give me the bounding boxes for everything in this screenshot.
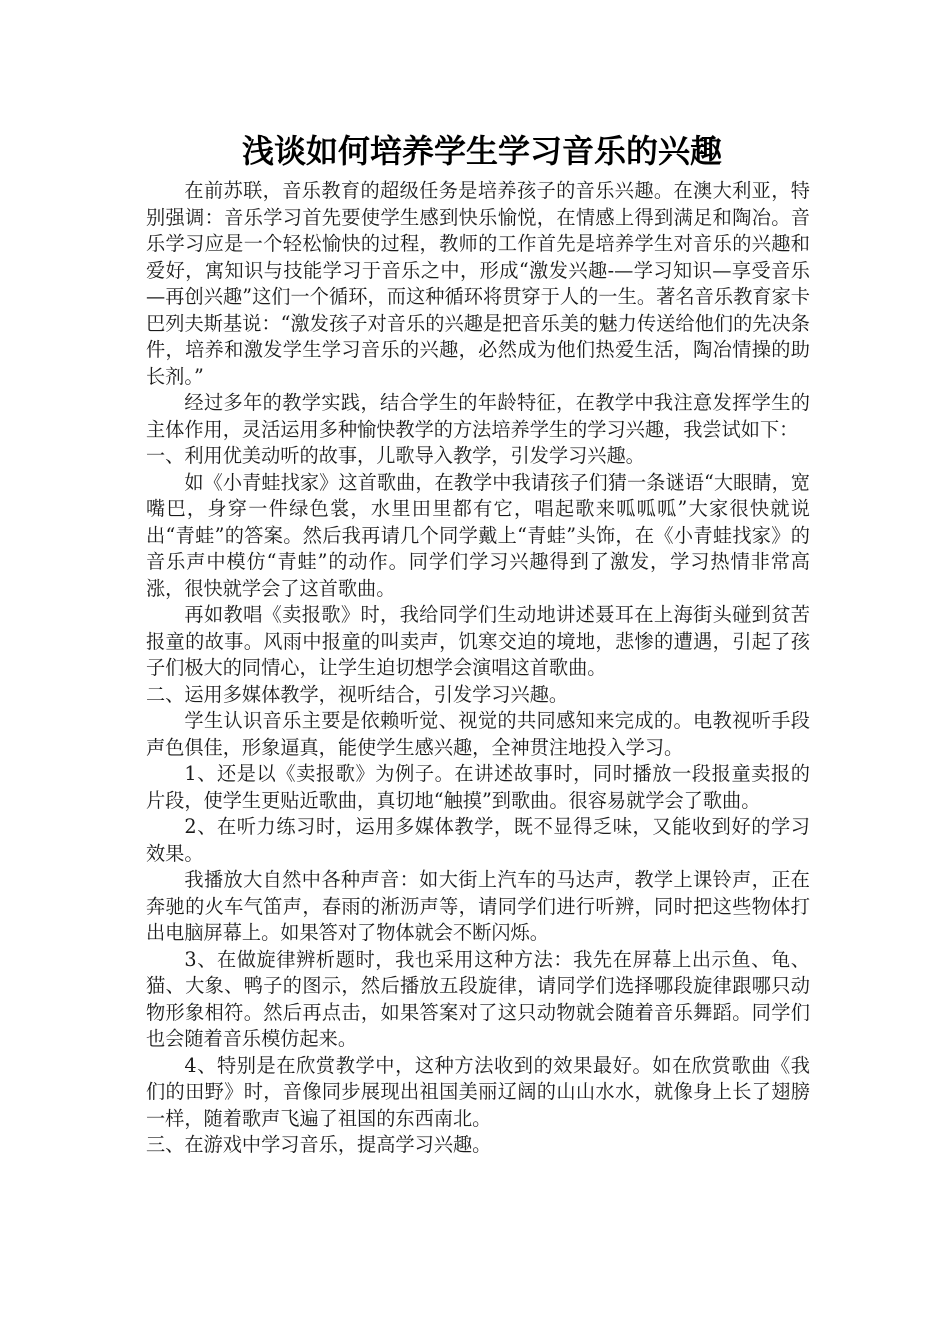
document-content <box>146 178 810 1159</box>
paragraph: 3、在做旋律辨析题时，我也采用这种方法：我先在屏幕上出示鱼、龟、猫、大象、鸭子的图示，然后播放五段旋律，请同学们选择哪段旋律跟哪只动物形象相符。然后再点击，如果答案对了这只动物就会随着音乐舞蹈。同学们也会随着音乐模仿起来。 <box>146 947 810 1050</box>
paragraph: 经过多年的教学实践，结合学生的年龄特征，在教学中我注意发挥学生的主体作用，灵活运用多种愉快教学的方法培养学生的学习兴趣，我尝试如下： <box>146 391 810 441</box>
paragraph: 2、在听力练习时，运用多媒体教学，既不显得乏味，又能收到好的学习效果。 <box>146 815 810 865</box>
paragraph: 再如教唱《卖报歌》时，我给同学们生动地讲述聂耳在上海街头碰到贫苦报童的故事。风雨中报童的叫卖声，饥寒交迫的境地，悲惨的遭遇，引起了孩子们极大的同情心，让学生迫切想学会演唱这首歌曲。 <box>146 603 810 679</box>
document-title: 浅谈如何培养学生学习音乐的兴趣 <box>242 132 723 170</box>
paragraph: 1、还是以《卖报歌》为例子。在讲述故事时，同时播放一段报童卖报的片段，使学生更贴近歌曲，真切地“触摸”到歌曲。很容易就学会了歌曲。 <box>146 762 810 812</box>
paragraph: 在前苏联，音乐教育的超级任务是培养孩子的音乐兴趣。在澳大利亚，特别强调：音乐学习首先要使学生感到快乐愉悦，在情感上得到满足和陶冶。音乐学习应是一个轻松愉快的过程，教师的工作首先是培养学生对音乐的兴趣和爱好，寓知识与技能学习于音乐之中，形成“激发兴趣-—学习知识—享受音乐—再创兴趣”这们一个循环，而这种循环将贯穿于人的一生。著名音乐教育家卡巴列夫斯基说：“激发孩子对音乐的兴趣是把音乐美的魅力传送给他们的先决条件，培养和激发学生学习音乐的兴趣，必然成为他们热爱生活，陶冶情操的助长剂。” <box>146 179 810 388</box>
paragraph: 我播放大自然中各种声音：如大街上汽车的马达声，教学上课铃声，正在奔驰的火车气笛声，春雨的淅沥声等，请同学们进行听辨，同时把这些物体打出电脑屏幕上。如果答对了物体就会不断闪烁。 <box>146 868 810 944</box>
paragraph: 4、特别是在欣赏教学中，这种方法收到的效果最好。如在欣赏歌曲《我们的田野》时，音像同步展现出祖国美丽辽阔的山山水水，就像身上长了翅膀一样，随着歌声飞遍了祖国的东西南北。 <box>146 1053 810 1130</box>
section-heading: 三、在游戏中学习音乐，提高学习兴趣。 <box>146 1133 492 1156</box>
paragraph: 学生认识音乐主要是依赖听觉、视觉的共同感知来完成的。电教视听手段声色俱佳，形象逼真，能使学生感兴趣，全神贯注地投入学习。 <box>146 709 810 759</box>
paragraph: 如《小青蛙找家》这首歌曲，在教学中我请孩子们猜一条谜语“大眼睛，宽嘴巴，身穿一件绿色裳，水里田里都有它，唱起歌来呱呱呱”大家很快就说出“青蛙”的答案。然后我再请几个同学戴上“青蛙”头饰，在《小青蛙找家》的音乐声中模仿“青蛙”的动作。同学们学习兴趣得到了激发，学习热情非常高涨，很快就学会了这首歌曲。 <box>146 470 810 600</box>
section-heading: 二、运用多媒体教学，视听结合，引发学习兴趣。 <box>146 682 569 706</box>
section-heading: 一、利用优美动听的故事，儿歌导入教学，引发学习兴趣。 <box>146 444 645 467</box>
document-body <box>146 130 810 1159</box>
